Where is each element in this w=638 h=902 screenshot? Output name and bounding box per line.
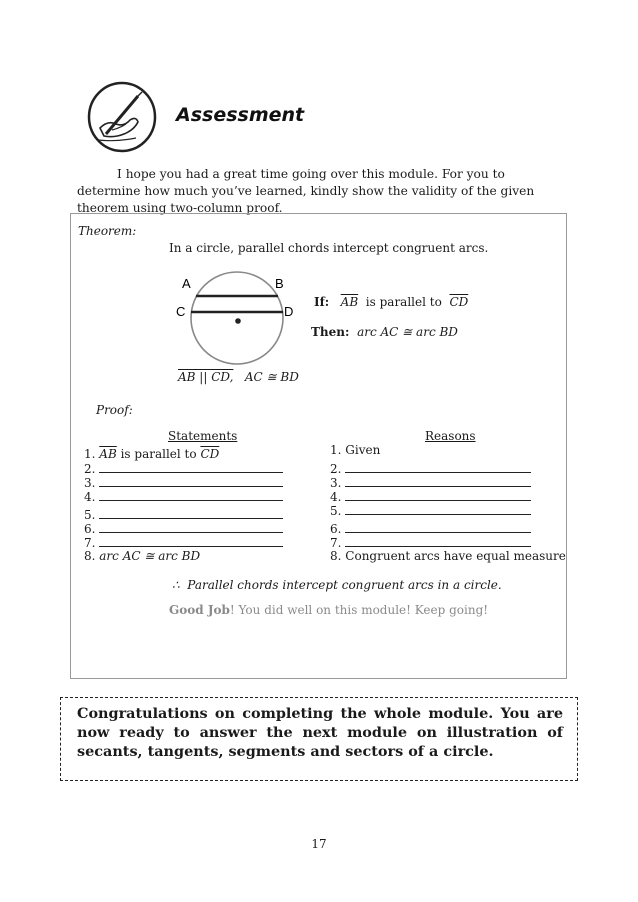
proof-label: Proof: [96,403,133,417]
congratulations-box: Congratulations on completing the whole module. You are now ready to answer the next module on illustration of secants, tangents, segments and sectors of a circle. [60,697,578,781]
theorem-statement: In a circle, parallel chords intercept congruent arcs. [169,241,489,255]
reason-row: 1. Given [330,443,381,457]
figure-caption: AB || CD, AC ≅ BD [178,370,299,384]
page-number: 17 [311,837,327,851]
reasons-header: Reasons [425,429,476,443]
pencil-writing-hand-icon [86,80,158,154]
statement-row[interactable]: 2. [84,461,283,476]
point-c: C [176,304,186,319]
statements-header: Statements [168,429,238,443]
reason-row[interactable]: 6. [330,521,531,536]
statement-row: 8. arc AC ≅ arc BD [84,549,201,563]
good-job-message: Good Job! You did well on this module! Keep going! [169,603,489,617]
statement-row[interactable]: 5. [84,507,283,522]
theorem-label: Theorem: [78,224,137,238]
reason-row[interactable]: 7. [330,535,531,550]
statement-row[interactable]: 4. [84,489,283,504]
conclusion: ∴ Parallel chords intercept congruent arcs in a circle. [172,578,502,592]
point-b: B [275,276,284,291]
therefore-symbol: ∴ [172,578,180,592]
then-line: Then: arc AC ≅ arc BD [311,325,458,339]
reason-row: 8. Congruent arcs have equal measure [330,549,566,563]
page-title: Assessment [176,104,305,126]
statement-row[interactable]: 3. [84,475,283,490]
intro-paragraph: I hope you had a great time going over this module. For you to determine how much you’ve learned, kindly show the validity of the given theorem using two-column proof. [77,167,535,215]
reason-row[interactable]: 3. [330,475,531,490]
reason-row[interactable]: 5. [330,503,531,518]
statement-row: 1. $\overline{AB}$ is parallel to $\overline{CD}$ [84,447,220,461]
if-line: If: $\overline{AB}$ is parallel to $\overline{CD}$ [314,295,469,309]
point-a: A [182,276,191,291]
statement-row[interactable]: 6. [84,521,283,536]
point-d: D [284,304,294,319]
reason-row[interactable]: 2. [330,461,531,476]
statement-row[interactable]: 7. [84,535,283,550]
reason-row[interactable]: 4. [330,489,531,504]
